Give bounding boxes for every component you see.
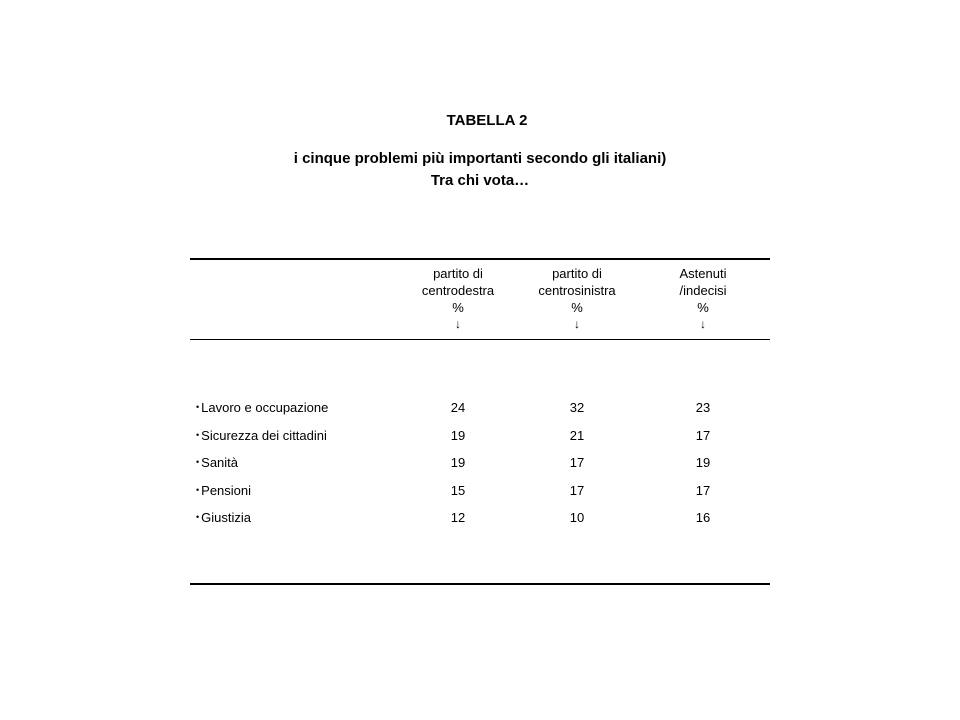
table-cell: 15 xyxy=(450,482,466,498)
row-label xyxy=(196,510,251,525)
row-label-text: Giustizia xyxy=(201,510,252,525)
top-rule xyxy=(190,258,770,260)
bottom-rule xyxy=(190,583,770,585)
bullet-icon: • xyxy=(196,457,200,467)
bullet-icon: • xyxy=(196,512,200,522)
row-label xyxy=(196,428,327,443)
row-label-text: Sanità xyxy=(201,455,239,470)
table-cell: 19 xyxy=(450,455,466,470)
table-cell: 21 xyxy=(569,427,585,443)
table-subtitle xyxy=(0,148,960,192)
row-label-text: Pensioni xyxy=(201,482,252,498)
table-cell: 16 xyxy=(695,510,711,525)
subtitle-line-1: i cinque problemi più importanti secondo gli italiani) xyxy=(293,150,667,167)
table-cell: 12 xyxy=(450,510,466,525)
column-header-unit: % xyxy=(571,300,583,315)
column-header-line2: centrosinistra xyxy=(538,283,616,298)
table-cell: 24 xyxy=(450,400,466,415)
table-cell: 17 xyxy=(695,482,711,498)
table-cell: 17 xyxy=(569,455,585,470)
arrow-down-icon: ↓ xyxy=(574,317,580,331)
column-header-line2: centrodestra xyxy=(421,283,495,298)
bullet-icon: • xyxy=(196,484,200,495)
table-cell: 23 xyxy=(695,400,711,415)
arrow-down-icon: ↓ xyxy=(700,317,706,331)
table-cell: 32 xyxy=(569,400,585,415)
column-header xyxy=(393,265,523,333)
subtitle-line-2: Tra chi vota… xyxy=(430,172,530,189)
column-header-line2: /indecisi xyxy=(679,283,727,298)
column-header xyxy=(638,265,768,333)
column-header-unit: % xyxy=(697,300,709,315)
table-cell: 10 xyxy=(569,510,585,525)
row-label xyxy=(196,400,328,415)
table-title: TABELLA 2 xyxy=(446,112,528,129)
bullet-icon: • xyxy=(196,402,200,412)
row-label-text: Lavoro e occupazione xyxy=(201,400,329,415)
column-header-line1: Astenuti xyxy=(679,266,727,281)
table-cell: 19 xyxy=(695,455,711,470)
row-label-text: Sicurezza dei cittadini xyxy=(201,427,327,443)
row-label xyxy=(196,455,238,470)
table-cell: 17 xyxy=(695,427,711,443)
table-cell: 17 xyxy=(569,482,585,498)
column-header-unit: % xyxy=(452,300,464,315)
column-header-line1: partito di xyxy=(552,266,602,281)
column-header xyxy=(512,265,642,333)
table-cell: 19 xyxy=(450,427,466,443)
arrow-down-icon: ↓ xyxy=(455,317,461,331)
column-header-line1: partito di xyxy=(433,266,483,281)
bullet-icon: • xyxy=(196,429,200,440)
row-label xyxy=(196,483,251,498)
header-rule xyxy=(190,339,770,340)
